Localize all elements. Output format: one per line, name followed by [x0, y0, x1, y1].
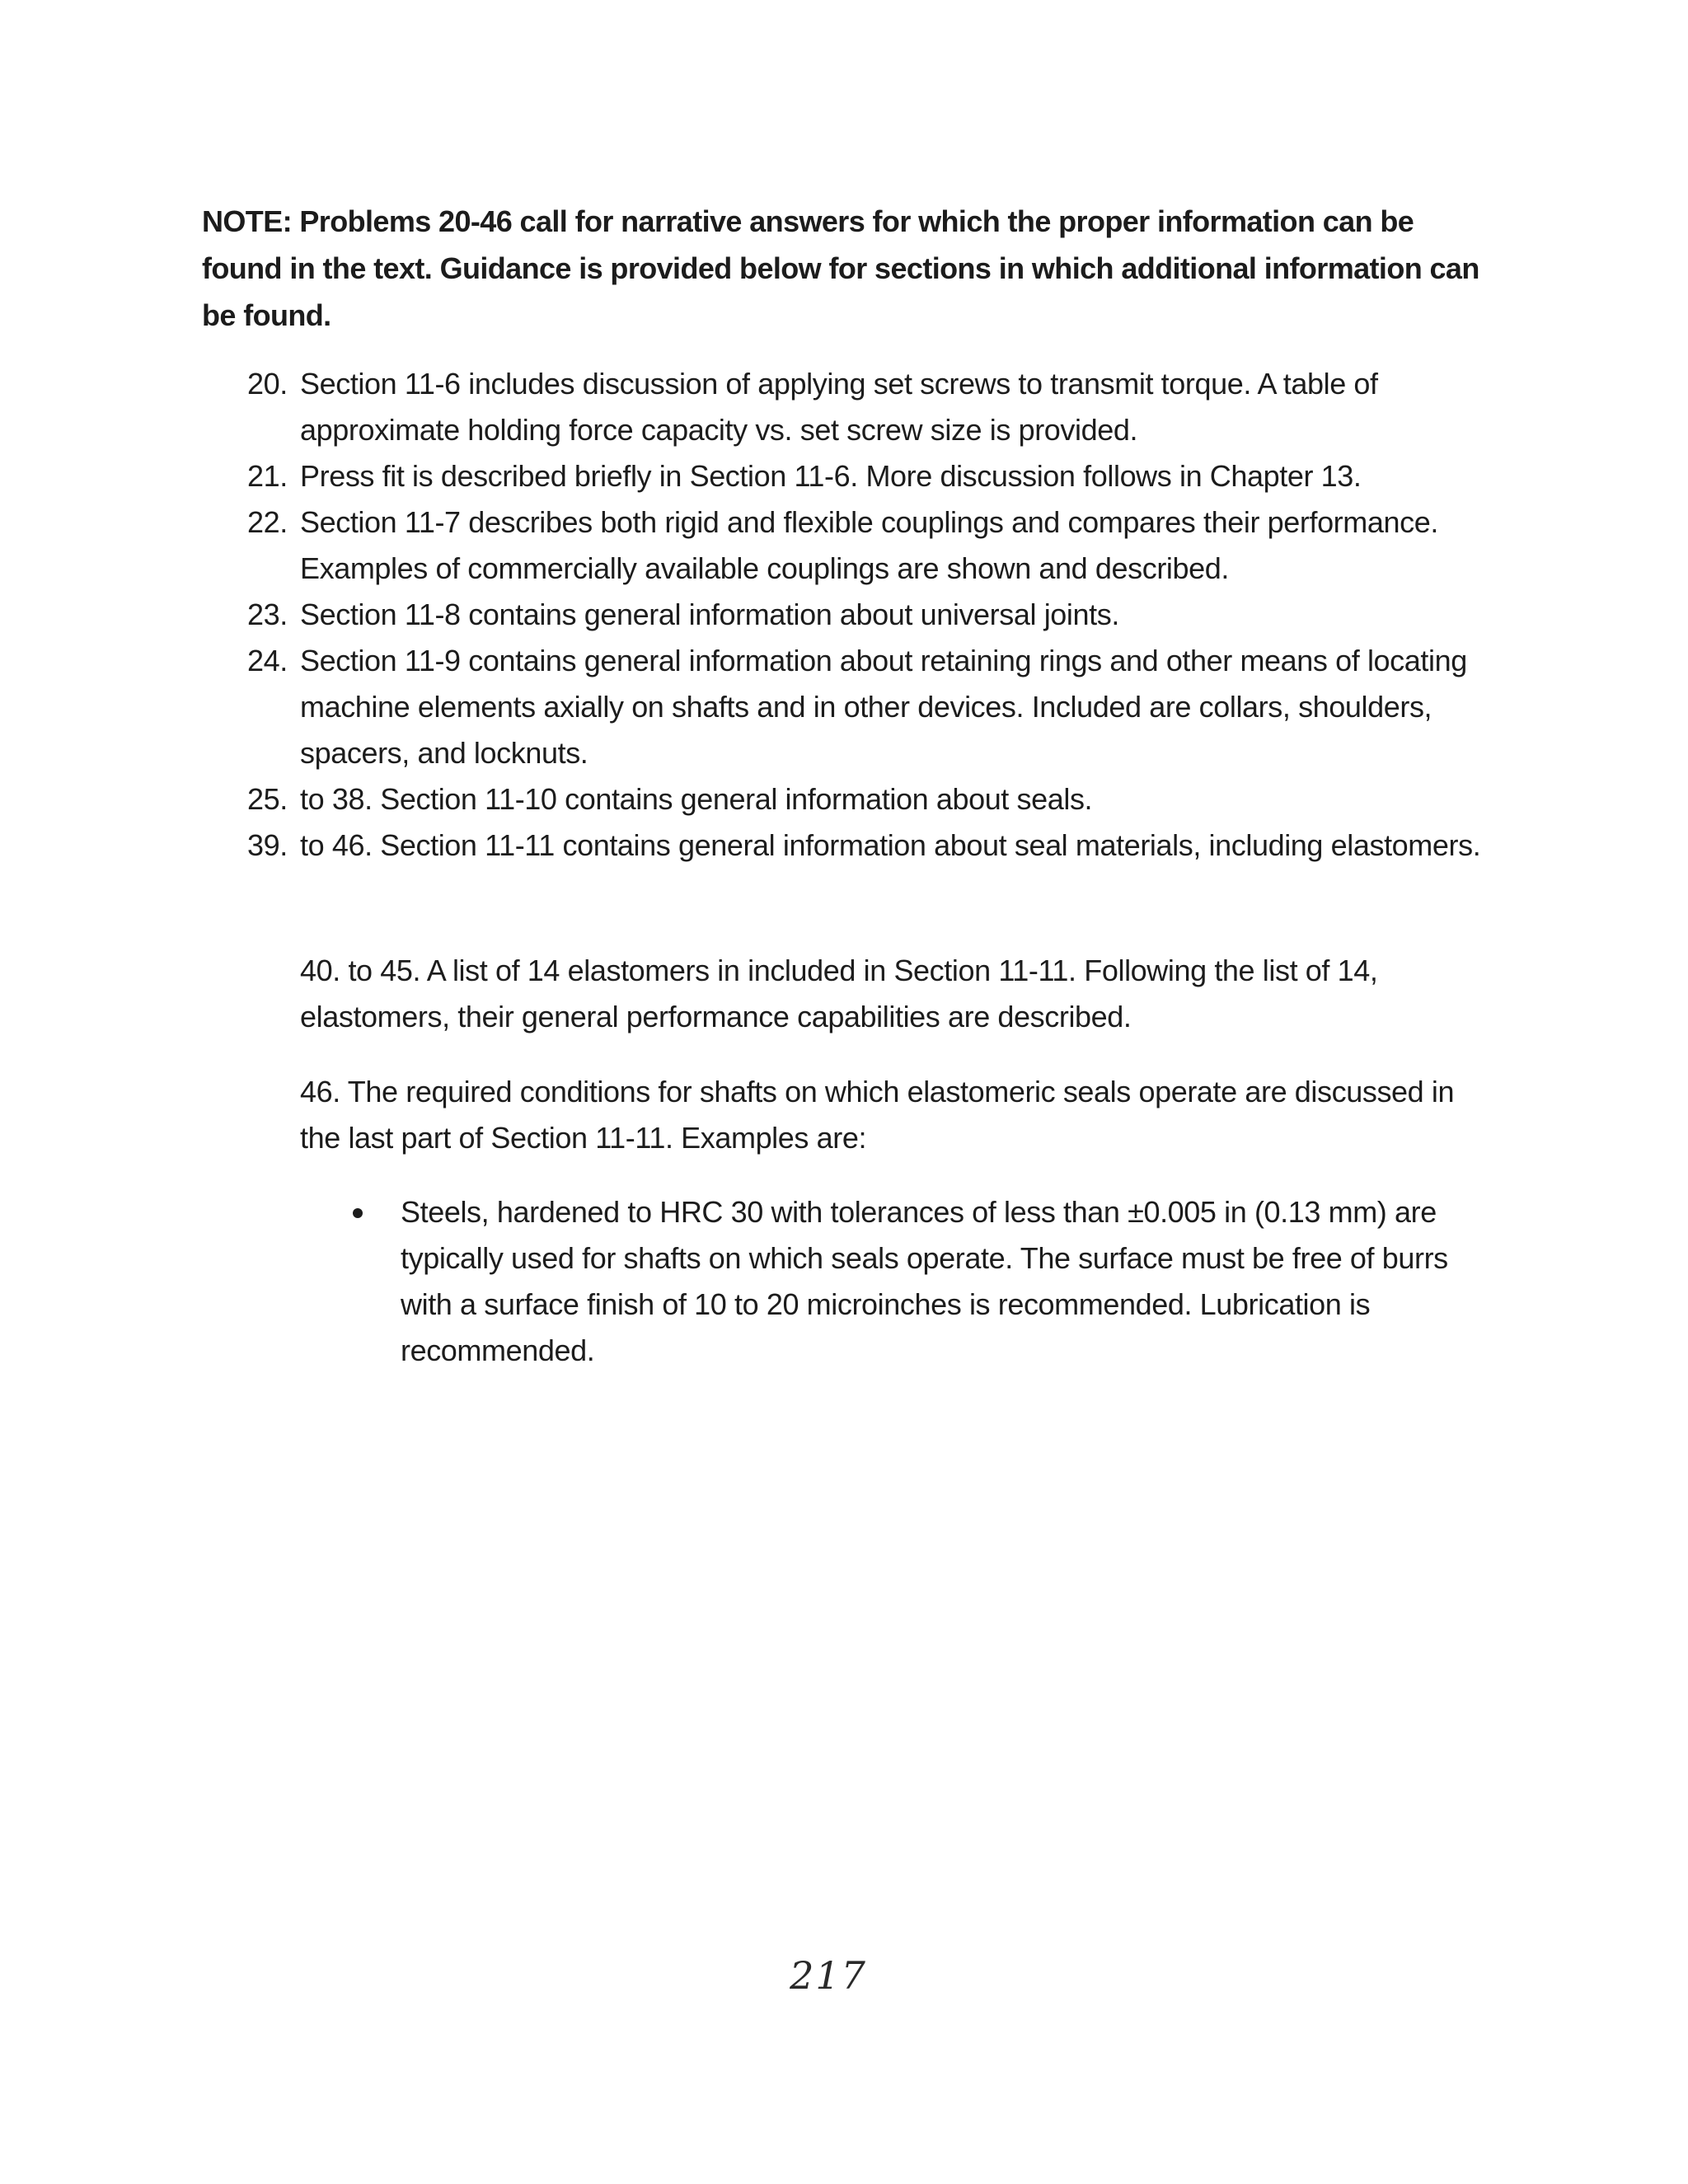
item-text: to 46. Section 11-11 contains general information about seal materials, including elastomers.: [300, 828, 1481, 862]
list-item: [247, 453, 1500, 499]
item-text: to 38. Section 11-10 contains general information about seals.: [300, 782, 1093, 816]
item-number: 25.: [247, 782, 288, 816]
list-item: [247, 499, 1500, 592]
list-item: [247, 823, 1500, 869]
list-item: [247, 592, 1500, 638]
list-item: [247, 776, 1500, 823]
item-text: Press fit is described briefly in Section 11-6. More discussion follows in Chapter 13.: [300, 459, 1362, 493]
guidance-list: [247, 361, 1500, 869]
item-text: Section 11-8 contains general information about universal joints.: [300, 598, 1119, 631]
item-number: 24.: [247, 644, 288, 677]
sub-paragraph-40-45: 40. to 45. A list of 14 elastomers in included in Section 11-11. Following the list of 14, elastomers, their general performance capabilities are described.: [300, 954, 1378, 1033]
item-text: Section 11-6 includes discussion of applying set screws to transmit torque. A table of approximate holding force capacity vs. set screw size is provided.: [300, 367, 1378, 447]
examples-bullet-list: [349, 1189, 1503, 1374]
item-number: 20.: [247, 367, 288, 401]
item-number: 21.: [247, 459, 288, 493]
item-number: 23.: [247, 598, 288, 631]
note-paragraph: NOTE: Problems 20-46 call for narrative answers for which the proper information can be found in the text. Guidance is provided below for sections in which additional information can be found.: [202, 204, 1479, 332]
bullet-dot-icon: [353, 1208, 363, 1218]
item-text: Section 11-9 contains general information about retaining rings and other means of locating machine elements axially on shafts and in other devices. Included are collars, shoulders, spacers, and locknuts.: [300, 644, 1467, 770]
item-text: Section 11-7 describes both rigid and flexible couplings and compares their performance. Examples of commercially available couplings are shown and described.: [300, 505, 1438, 585]
bullet-item: [349, 1189, 1503, 1374]
item-number: 22.: [247, 505, 288, 539]
list-item: [247, 361, 1500, 453]
page-number: 217: [790, 1953, 867, 1998]
sub-paragraph-46: 46. The required conditions for shafts on which elastomeric seals operate are discussed in the last part of Section 11-11. Examples are:: [300, 1075, 1455, 1155]
bullet-text: Steels, hardened to HRC 30 with tolerances of less than ±0.005 in (0.13 mm) are typically used for shafts on which seals operate. The surface must be free of burrs with a surface finish of 10 to 20 microinches is recommended. Lubrication is recommended.: [401, 1195, 1448, 1367]
item-number: 39.: [247, 828, 288, 862]
list-item: [247, 638, 1500, 776]
